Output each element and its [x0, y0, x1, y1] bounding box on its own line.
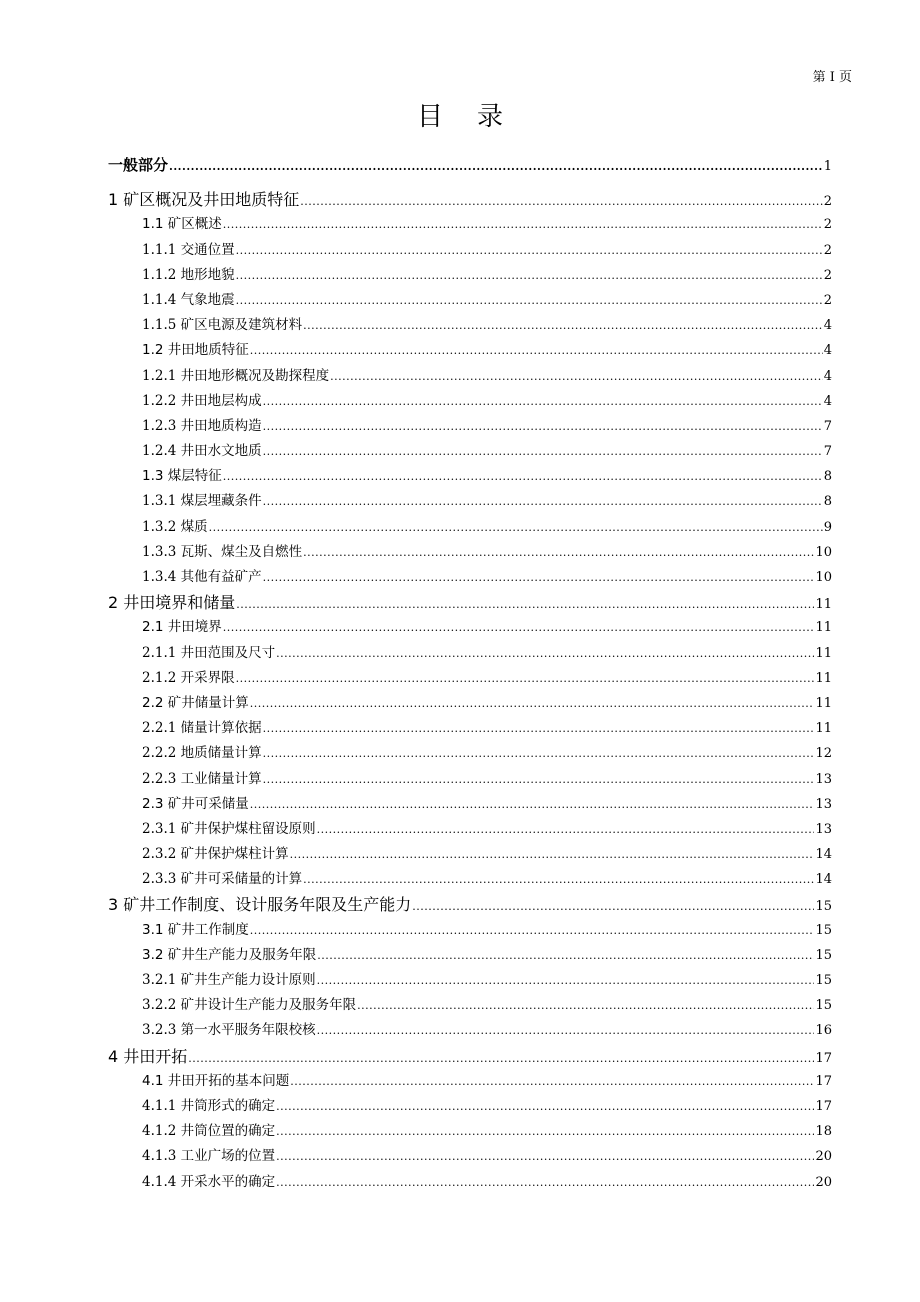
toc-entry-title: 3.2 矿井生产能力及服务年限 — [142, 946, 317, 963]
toc-entry-title: 3 矿井工作制度、设计服务年限及生产能力 — [108, 895, 412, 915]
toc-entry-page: 12 — [815, 746, 832, 762]
toc-entry[interactable] — [108, 288, 832, 313]
toc-entry[interactable] — [108, 741, 832, 766]
toc-leader-dots — [209, 521, 823, 534]
toc-entry-page: 15 — [815, 998, 832, 1014]
toc-entry-page: 17 — [815, 1050, 832, 1066]
toc-entry-page: 14 — [815, 847, 832, 863]
toc-leader-dots — [236, 269, 823, 282]
toc-entry-title: 2.3.3 矿井可采储量的计算 — [142, 871, 303, 888]
toc-entry-title: 1.2 井田地质特征 — [142, 342, 249, 359]
toc-entry-page: 20 — [815, 1174, 832, 1190]
toc-entry-page: 15 — [815, 922, 832, 938]
toc-entry-page: 13 — [815, 796, 832, 812]
toc-entry-page: 20 — [815, 1149, 832, 1165]
toc-entry-title: 4.1.1 井筒形式的确定 — [142, 1097, 276, 1114]
toc-leader-dots — [263, 571, 815, 584]
toc-leader-dots — [276, 1176, 814, 1189]
toc-entry-page: 17 — [815, 1098, 832, 1114]
toc-entry-title: 2.2 矿井储量计算 — [142, 694, 249, 711]
toc-entry-page: 10 — [815, 544, 832, 560]
toc-entry-page: 11 — [815, 695, 832, 711]
toc-leader-dots — [276, 1125, 814, 1138]
toc-entry-page: 4 — [823, 343, 832, 359]
toc-entry-page: 15 — [815, 947, 832, 963]
toc-entry-page: 2 — [823, 292, 832, 308]
toc-leader-dots — [276, 647, 814, 660]
toc-entry[interactable] — [108, 389, 832, 414]
toc-entry[interactable] — [108, 1044, 832, 1069]
toc-entry[interactable] — [108, 1170, 832, 1195]
toc-leader-dots — [236, 244, 823, 257]
toc-entry[interactable] — [108, 1119, 832, 1144]
toc-entry-title: 3.1 矿井工作制度 — [142, 921, 249, 938]
toc-entry-title: 1.3 煤层特征 — [142, 468, 222, 485]
toc-entry-page: 7 — [823, 418, 832, 434]
toc-entry-page: 4 — [823, 368, 832, 384]
toc-entry-title: 1.2.3 井田地质构造 — [142, 417, 262, 434]
toc-entry-title: 一般部分 — [108, 156, 169, 174]
toc-entry-title: 2.3.2 矿井保护煤柱计算 — [142, 846, 289, 863]
toc-entry-page: 2 — [823, 217, 832, 233]
toc-entry-title: 1.2.4 井田水文地质 — [142, 443, 262, 460]
toc-entry-page: 13 — [815, 821, 832, 837]
toc-entry-title: 3.2.2 矿井设计生产能力及服务年限 — [142, 997, 357, 1014]
toc-entry[interactable] — [108, 540, 832, 565]
toc-leader-dots — [290, 848, 815, 861]
toc-entry-title: 2.2.3 工业储量计算 — [142, 770, 262, 787]
toc-entry-page: 10 — [815, 570, 832, 585]
toc-entry-page: 2 — [823, 267, 832, 283]
toc-entry-page: 11 — [815, 670, 832, 686]
toc-entry[interactable] — [108, 212, 832, 237]
toc-entry[interactable] — [108, 666, 832, 691]
toc-list — [108, 154, 832, 1195]
toc-leader-dots — [317, 949, 814, 962]
toc-entry[interactable] — [108, 943, 832, 968]
toc-entry-title: 1.1.1 交通位置 — [142, 241, 235, 258]
toc-entry-title: 1.3.3 瓦斯、煤尘及自燃性 — [142, 543, 303, 560]
toc-entry-title: 1.3.2 煤质 — [142, 518, 208, 535]
toc-entry-page: 16 — [815, 1023, 832, 1039]
toc-entry-page: 15 — [815, 973, 832, 988]
toc-entry[interactable] — [108, 439, 832, 464]
toc-leader-dots — [250, 924, 815, 937]
toc-entry[interactable] — [108, 867, 832, 892]
toc-leader-dots — [223, 470, 823, 483]
toc-entry[interactable] — [108, 767, 832, 792]
toc-leader-dots — [188, 1052, 814, 1065]
toc-entry[interactable] — [108, 238, 832, 263]
toc-leader-dots — [236, 598, 814, 611]
toc-entry[interactable] — [108, 716, 832, 741]
toc-title: 目录 — [416, 102, 537, 132]
toc-leader-dots — [263, 722, 815, 735]
toc-entry[interactable] — [108, 313, 832, 338]
toc-leader-dots — [412, 900, 814, 913]
toc-entry-title: 2.3.1 矿井保护煤柱留设原则 — [142, 820, 316, 837]
toc-leader-dots — [300, 195, 822, 208]
toc-leader-dots — [250, 697, 815, 710]
toc-entry[interactable] — [108, 187, 832, 212]
toc-entry[interactable] — [108, 892, 832, 917]
toc-entry[interactable] — [108, 464, 832, 489]
toc-entry[interactable] — [108, 414, 832, 439]
toc-leader-dots — [303, 873, 814, 886]
toc-leader-dots — [250, 798, 815, 811]
toc-entry[interactable] — [108, 691, 832, 716]
toc-leader-dots — [236, 294, 823, 307]
toc-entry-title: 1.1.2 地形地貌 — [142, 266, 235, 283]
toc-entry-title: 1.3.1 煤层埋藏条件 — [142, 493, 262, 510]
toc-leader-dots — [250, 344, 823, 357]
toc-entry-title: 4.1.2 井筒位置的确定 — [142, 1123, 276, 1140]
toc-entry[interactable] — [108, 364, 832, 389]
toc-entry[interactable] — [108, 993, 832, 1018]
toc-leader-dots — [330, 370, 823, 383]
toc-entry-title: 1.1.4 气象地震 — [142, 291, 235, 308]
toc-entry-page: 15 — [815, 899, 832, 915]
toc-entry[interactable] — [108, 338, 832, 363]
page-number: 第 I 页 — [812, 70, 852, 85]
toc-leader-dots — [276, 1150, 814, 1163]
toc-entry-page: 4 — [823, 318, 832, 334]
toc-entry-title: 2.2.2 地质储量计算 — [142, 745, 262, 762]
toc-leader-dots — [357, 999, 814, 1012]
toc-entry-page: 13 — [815, 771, 832, 787]
toc-leader-dots — [263, 420, 823, 433]
toc-leader-dots — [236, 672, 815, 685]
toc-leader-dots — [223, 621, 815, 634]
toc-entry[interactable] — [108, 1144, 832, 1169]
toc-entry-page: 11 — [815, 620, 832, 636]
toc-entry-title: 3.2.3 第一水平服务年限校核 — [142, 1022, 316, 1039]
toc-entry-title: 1.1.5 矿区电源及建筑材料 — [142, 317, 303, 334]
toc-entry[interactable] — [108, 792, 832, 817]
toc-leader-dots — [263, 773, 815, 786]
toc-entry[interactable] — [108, 615, 832, 640]
toc-leader-dots — [290, 1075, 814, 1088]
toc-leader-dots — [317, 1024, 815, 1037]
toc-entry[interactable] — [108, 918, 832, 943]
toc-leader-dots — [263, 395, 823, 408]
toc-entry-title: 2.3 矿井可采储量 — [142, 795, 249, 812]
toc-entry-page: 11 — [815, 645, 832, 661]
toc-entry-title: 1.1 矿区概述 — [142, 216, 222, 233]
toc-entry-page: 11 — [815, 597, 832, 613]
toc-leader-dots — [263, 747, 815, 760]
toc-entry-title: 1 矿区概况及井田地质特征 — [108, 190, 300, 210]
toc-entry[interactable] — [108, 1094, 832, 1119]
toc-entry-title: 2.1.1 井田范围及尺寸 — [142, 644, 276, 661]
toc-entry-title: 1.2.1 井田地形概况及勘探程度 — [142, 367, 330, 384]
toc-entry-page: 7 — [823, 444, 832, 460]
toc-entry-page: 18 — [815, 1124, 832, 1140]
toc-entry-page: 9 — [823, 519, 832, 535]
toc-leader-dots — [263, 445, 823, 458]
toc-entry-page: 2 — [823, 194, 832, 210]
toc-entry[interactable] — [108, 1069, 832, 1094]
toc-entry-page: 17 — [815, 1073, 832, 1089]
toc-leader-dots — [303, 546, 814, 559]
toc-entry[interactable] — [108, 515, 832, 540]
toc-entry-title: 2.2.1 储量计算依据 — [142, 720, 262, 737]
toc-entry[interactable] — [108, 590, 832, 615]
toc-entry-page: 8 — [823, 494, 832, 510]
toc-leader-dots — [169, 160, 823, 173]
toc-leader-dots — [263, 495, 823, 508]
toc-entry[interactable] — [108, 154, 832, 179]
toc-leader-dots — [276, 1100, 814, 1113]
toc-entry[interactable] — [108, 1018, 832, 1043]
toc-entry-page: 11 — [815, 721, 832, 737]
toc-leader-dots — [317, 974, 815, 987]
toc-entry-page: 2 — [823, 242, 832, 258]
toc-entry-page: 8 — [823, 469, 832, 485]
toc-entry-title: 1.3.4 其他有益矿产 — [142, 569, 262, 585]
toc-entry-page: 14 — [815, 872, 832, 888]
toc-entry[interactable] — [108, 489, 832, 514]
toc-entry-page: 4 — [823, 393, 832, 409]
toc-entry-title: 2.1 井田境界 — [142, 619, 222, 636]
toc-entry-title: 2.1.2 开采界限 — [142, 669, 235, 686]
toc-entry[interactable] — [108, 817, 832, 842]
toc-entry-title: 4 井田开拓 — [108, 1046, 188, 1066]
toc-entry[interactable] — [108, 842, 832, 867]
toc-entry[interactable] — [108, 641, 832, 666]
toc-entry-title: 4.1.3 工业广场的位置 — [142, 1148, 276, 1165]
toc-entry[interactable] — [108, 968, 832, 993]
toc-leader-dots — [317, 823, 815, 836]
toc-entry[interactable] — [108, 263, 832, 288]
toc-entry-title: 1.2.2 井田地层构成 — [142, 392, 262, 409]
toc-entry-title: 4.1.4 开采水平的确定 — [142, 1173, 276, 1190]
toc-entry-title: 3.2.1 矿井生产能力设计原则 — [142, 972, 316, 988]
toc-entry-title: 4.1 井田开拓的基本问题 — [142, 1072, 290, 1089]
toc-leader-dots — [223, 218, 823, 231]
toc-entry-title: 2 井田境界和储量 — [108, 593, 236, 613]
toc-entry-page: 1 — [823, 159, 832, 174]
toc-leader-dots — [303, 319, 823, 332]
toc-entry[interactable] — [108, 565, 832, 590]
